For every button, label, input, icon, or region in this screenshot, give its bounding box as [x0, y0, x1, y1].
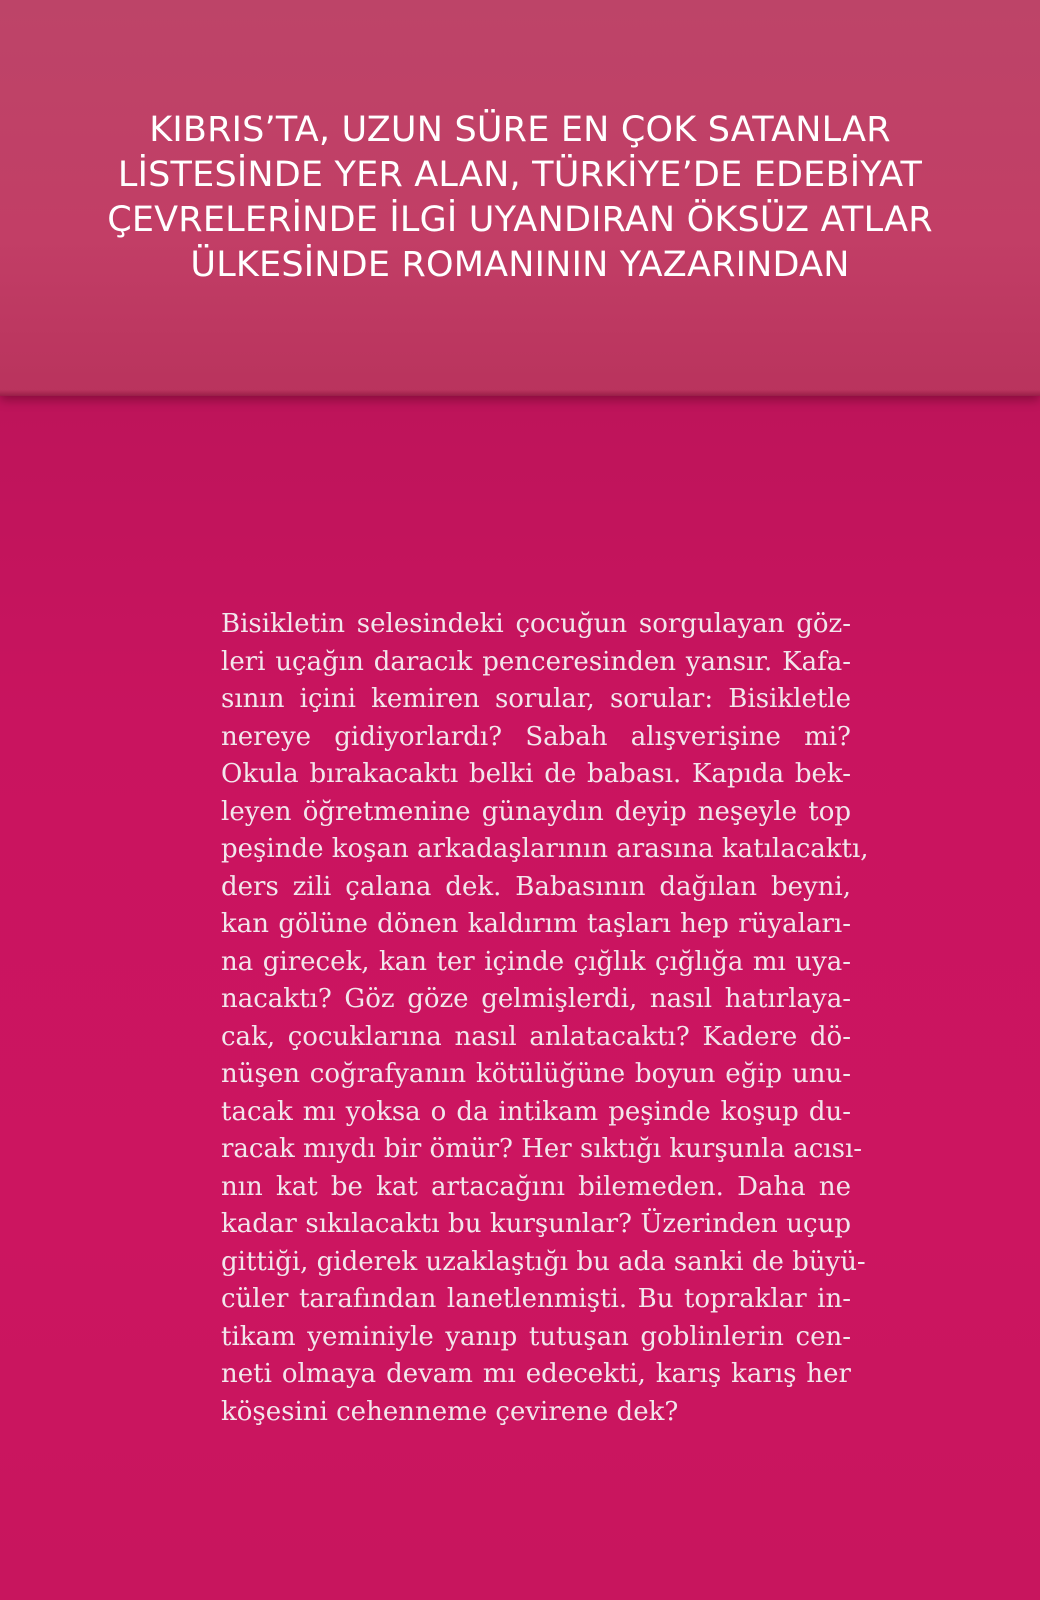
blurb-line: peşinde koşan arkadaşlarının arasına katılacaktı,	[221, 834, 869, 864]
headline-line: ÇEVRELERİNDE İLGİ UYANDIRAN ÖKSÜZ ATLAR	[107, 200, 933, 240]
blurb-line: tikam yeminiyle yanıp tutuşan goblinlerin cen-	[221, 1321, 851, 1352]
blurb-line: köşesini cehenneme çevirene dek?	[221, 1396, 679, 1427]
blurb-line: nüşen coğrafyanın kötülüğüne boyun eğip unu-	[221, 1059, 851, 1089]
blurb-line: nereye gidiyorlardı? Sabah alışverişine mi?	[221, 721, 851, 752]
blurb-line: nacaktı? Göz göze gelmişlerdi, nasıl hatırlaya-	[221, 984, 851, 1014]
blurb-line: ders zili çalana dek. Babasının dağılan beyni,	[221, 871, 851, 902]
blurb-line: cüler tarafından lanetlenmişti. Bu topraklar in-	[221, 1284, 851, 1314]
blurb-line: neti olmaya devam mı edecekti, karış karış her	[221, 1359, 851, 1389]
cover-headline	[0, 108, 1040, 288]
blurb-line: leyen öğretmenine günaydın deyip neşeyle top	[221, 796, 851, 827]
blurb-line: cak, çocuklarına nasıl anlatacaktı? Kadere dö-	[221, 1021, 851, 1052]
blurb-line: gittiği, giderek uzaklaştığı bu ada sanki de büyü-	[221, 1246, 866, 1277]
blurb-line: kadar sıkılacaktı bu kurşunlar? Üzerinden uçup	[221, 1209, 851, 1239]
blurb-line: kan gölüne dönen kaldırım taşları hep rüyaları-	[221, 909, 851, 939]
blurb-line: racak mıydı bir ömür? Her sıktığı kurşunla acısı-	[221, 1134, 863, 1164]
headline-line: KIBRIS’TA, UZUN SÜRE EN ÇOK SATANLAR	[149, 110, 891, 150]
blurb-line: sının içini kemiren sorular, sorular: Bisikletle	[221, 684, 851, 714]
blurb-line: nın kat be kat artacağını bilemeden. Daha ne	[221, 1171, 851, 1202]
headline-line: LİSTESİNDE YER ALAN, TÜRKİYE’DE EDEBİYAT	[117, 155, 923, 195]
blurb-line: na girecek, kan ter içinde çığlık çığlığa mı uya-	[221, 946, 851, 977]
blurb-line: Bisikletin selesindeki çocuğun sorgulayan göz-	[221, 609, 851, 639]
blurb-line: tacak mı yoksa o da intikam peşinde koşup du-	[221, 1096, 851, 1127]
blurb-line: Okula bırakacaktı belki de babası. Kapıda bek-	[221, 759, 851, 789]
headline-line: ÜLKESİNDE ROMANININ YAZARINDAN	[190, 245, 850, 285]
back-cover-blurb	[221, 606, 869, 1431]
blurb-line: leri uçağın daracık penceresinden yansır. Kafa-	[221, 646, 851, 677]
